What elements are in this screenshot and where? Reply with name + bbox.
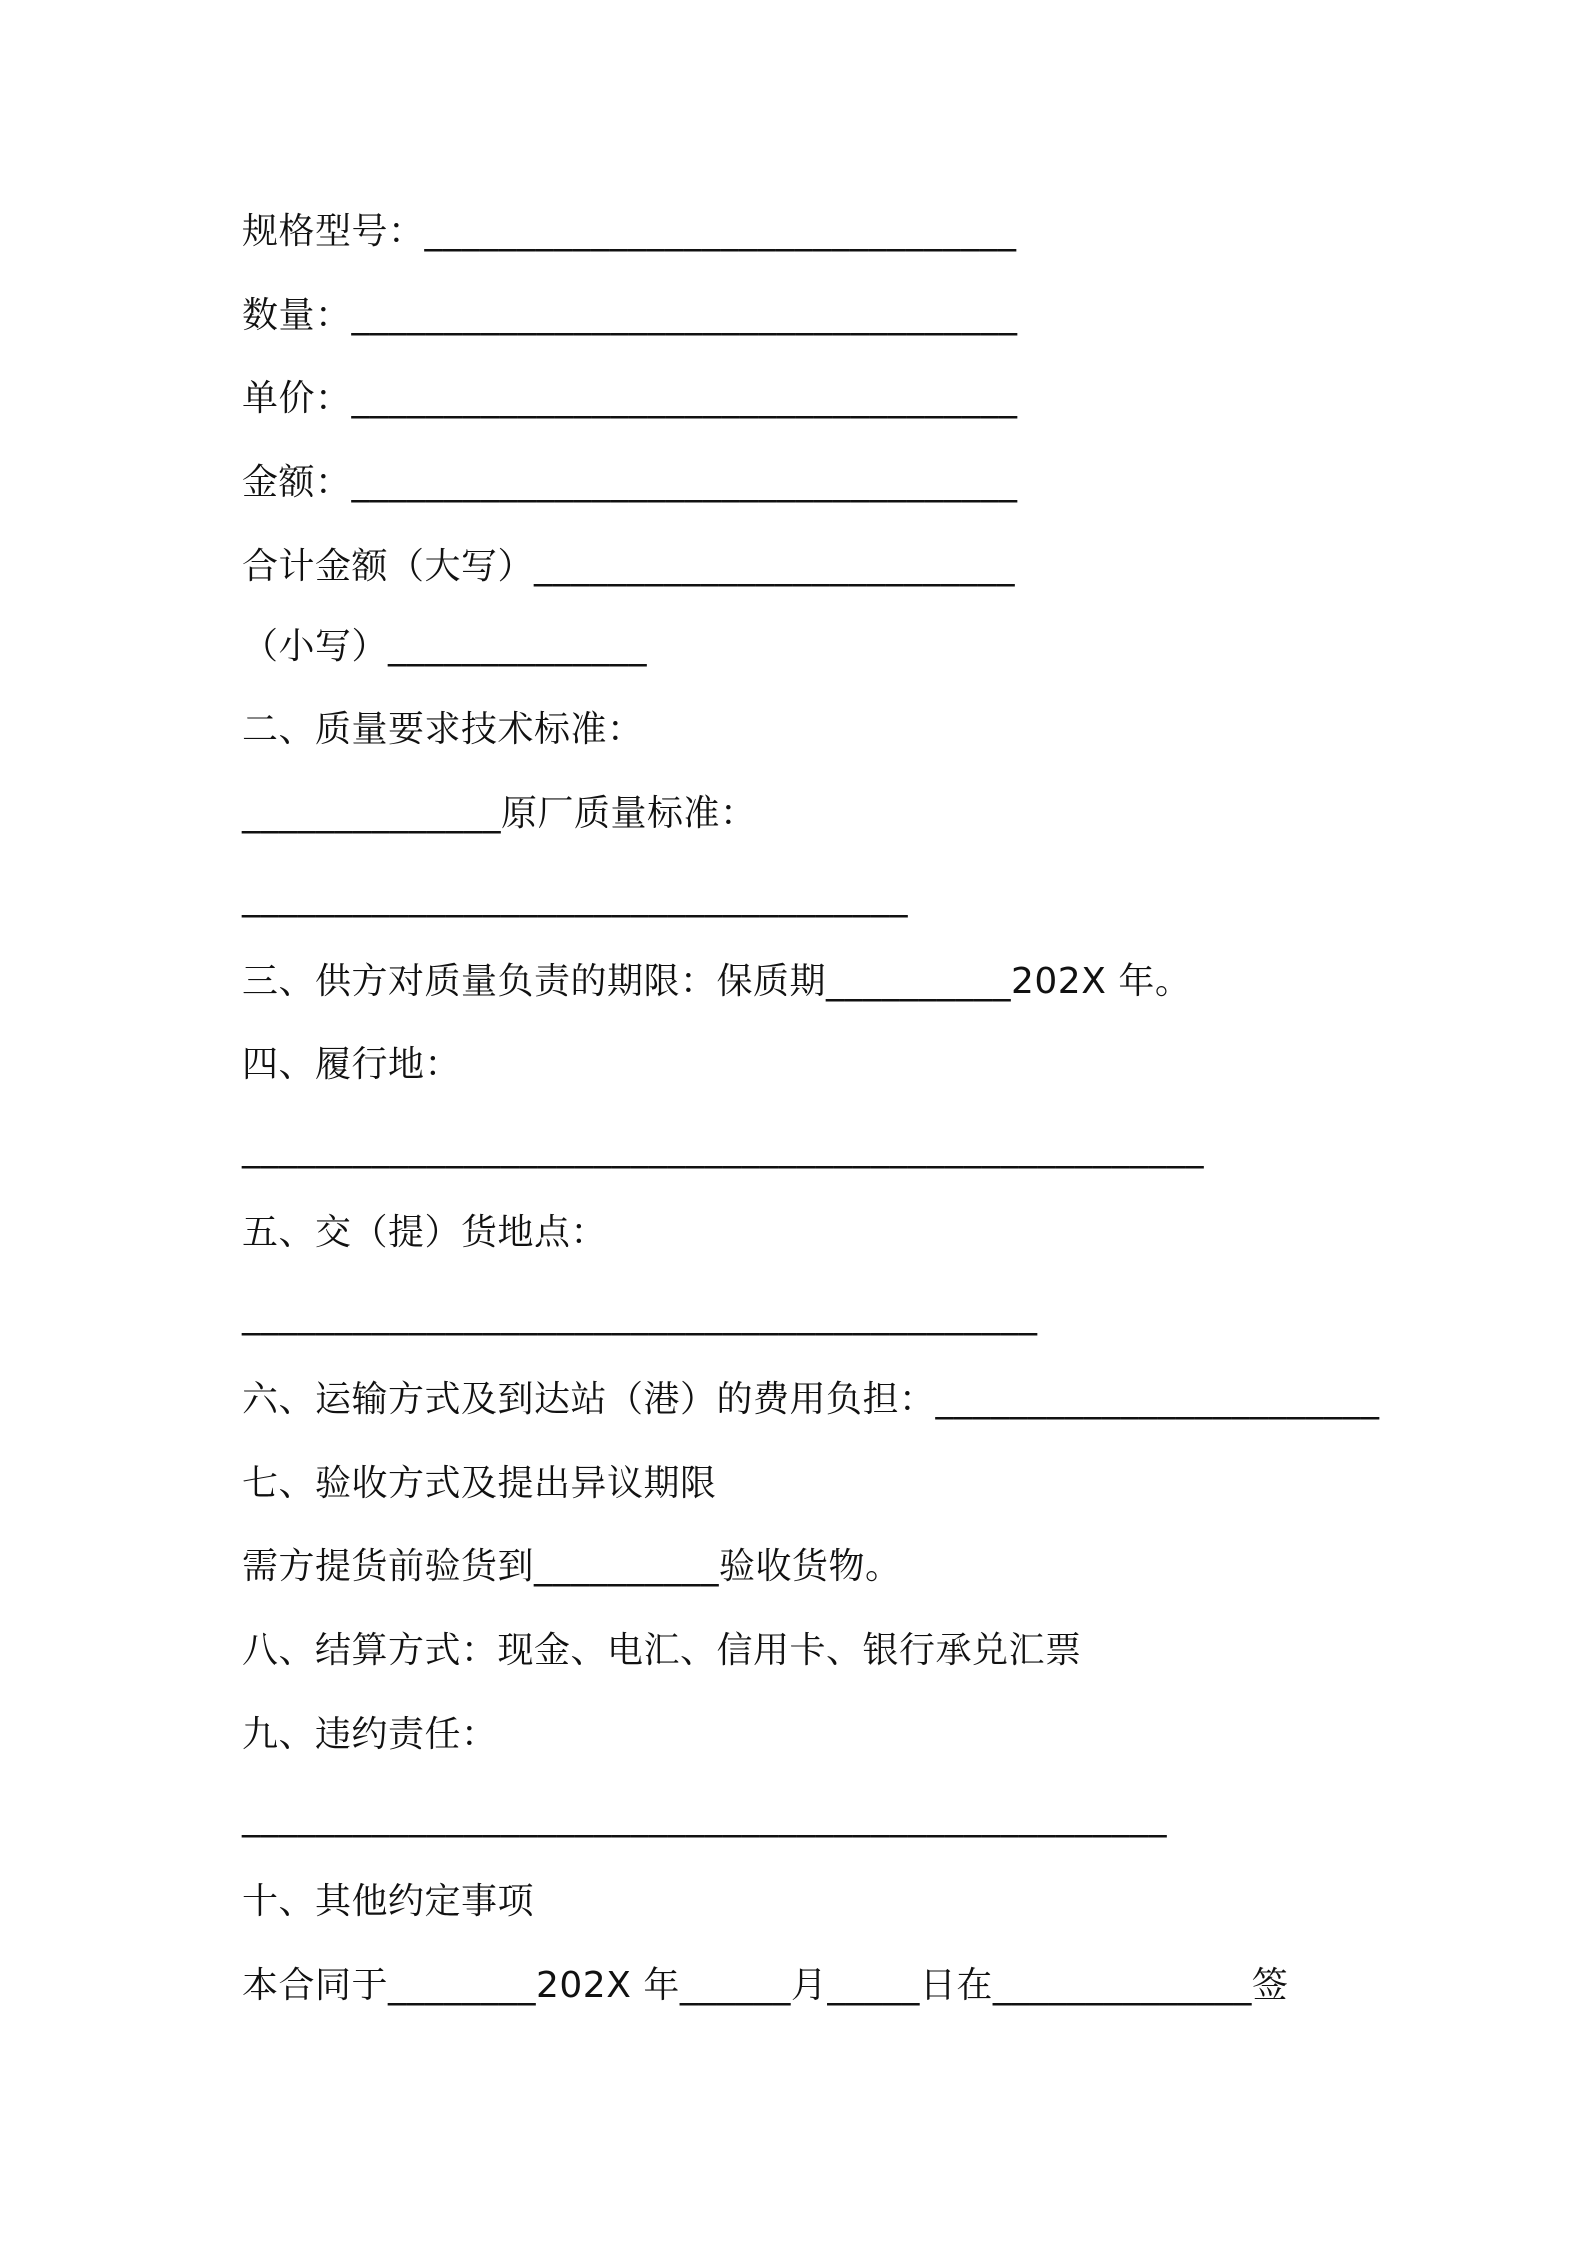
line-unit-price: 单价：____________________________________	[242, 378, 1018, 419]
line-acceptance-detail: 需方提货前验货到__________验收货物。	[242, 1546, 902, 1587]
line-total-uppercase: 合计金额（大写）__________________________	[242, 546, 1016, 587]
line-blank-performance-place: ____________________________________________________	[242, 1128, 1204, 1169]
section-3-warranty: 三、供方对质量负责的期限：保质期__________202X 年。	[242, 961, 1192, 1002]
line-signing-date: 本合同于________202X 年______月_____日在______________签	[242, 1965, 1289, 2006]
section-7-acceptance: 七、验收方式及提出异议期限	[242, 1463, 717, 1504]
line-blank-delivery-place: ___________________________________________	[242, 1295, 1038, 1336]
line-amount: 金额：____________________________________	[242, 462, 1018, 503]
line-total-lowercase: （小写）______________	[242, 626, 648, 667]
line-original-quality-standard: ______________原厂质量标准：	[242, 793, 757, 834]
line-blank-quality: ____________________________________	[242, 877, 908, 918]
section-4-performance-place: 四、履行地：	[242, 1044, 462, 1085]
section-2-quality-heading: 二、质量要求技术标准：	[242, 709, 644, 750]
section-8-settlement: 八、结算方式：现金、电汇、信用卡、银行承兑汇票	[242, 1630, 1082, 1671]
line-blank-liability: __________________________________________________	[242, 1797, 1167, 1838]
section-10-other-matters: 十、其他约定事项	[242, 1881, 535, 1922]
section-9-liability: 九、违约责任：	[242, 1714, 498, 1755]
line-spec-model: 规格型号：________________________________	[242, 211, 1017, 252]
section-5-delivery-place: 五、交（提）货地点：	[242, 1212, 608, 1253]
section-6-transport: 六、运输方式及到达站（港）的费用负担：________________________	[242, 1379, 1380, 1420]
line-quantity: 数量：____________________________________	[242, 295, 1018, 336]
